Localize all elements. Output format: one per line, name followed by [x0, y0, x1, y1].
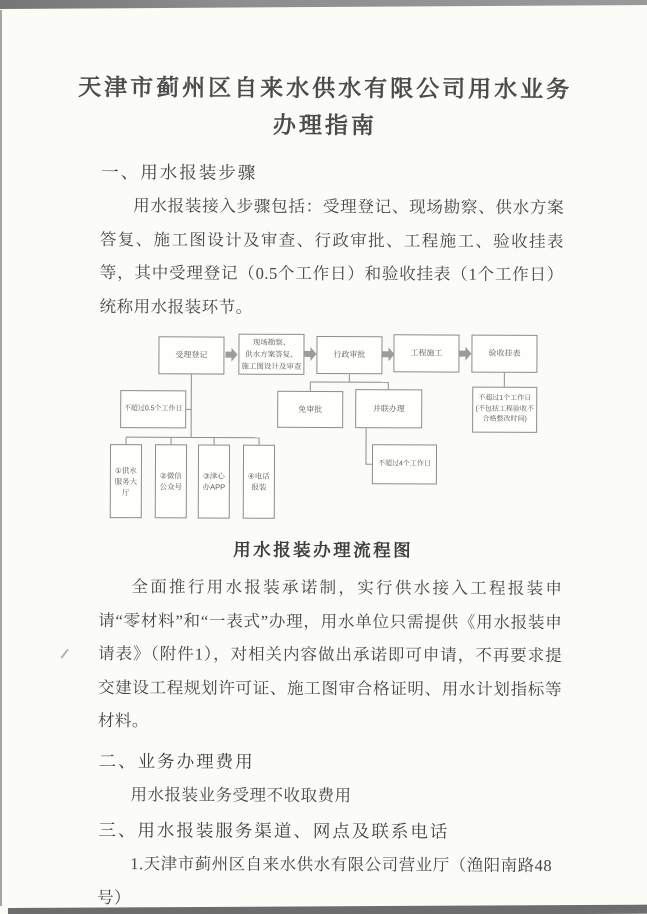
scan-edge-left — [0, 10, 2, 906]
section-1-paragraph: 用水报装接入步骤包括：受理登记、现场勘察、供水方案答复、施工图设计及审查、行政审批、工程施工、验收挂表等，其中受理登记（0.5个工作日）和验收挂表（1个工作日）统称用水报装环节。 — [99, 196, 565, 317]
flow-channel-phone: ④电话报装 — [243, 445, 275, 519]
flow-node-survey-line2: 供水方案答复、 — [245, 349, 298, 359]
document-title-line2: 办理指南 — [272, 112, 378, 139]
section-2-paragraph: 用水报装业务受理不收取费用 — [130, 784, 352, 805]
flow-node-parallel: 并联办理 — [355, 389, 422, 428]
document-title-line1: 天津市蓟州区自来水供水有限公司用水业务 — [78, 74, 573, 103]
flow-node-approval: 行政审批 — [316, 336, 382, 374]
flowchart — [0, 325, 647, 533]
flow-note-meter-duration-line1: 不超过1个工作日 — [478, 394, 532, 403]
section-3-heading: 三、用水报装服务渠道、网点及联系电话 — [98, 820, 450, 842]
flow-node-no-approval: 免审批 — [277, 391, 343, 428]
section-3-item: 1.天津市蓟州区自来水供水有限公司营业厅（渔阳南路48号） — [97, 854, 553, 907]
section-1-heading: 一、用水报装步骤 — [101, 162, 258, 183]
flow-channel-service-hall: ①供水服务大厅 — [110, 444, 142, 518]
document-title — [1, 0, 647, 145]
flow-arrow-icon — [304, 347, 316, 361]
promise-paragraph: 全面推行用水报装承诺制，实行供水接入工程报装申请“零材料”和“一表式”办理，用水单位只需提供《用水报装申请表》（附件1），对相关内容做出承诺即可申请，不再要求提交建设工程规划许可证、施工图审合格证明、用水计划指标等材料。 — [97, 577, 563, 731]
flow-node-meter: 验收挂表 — [471, 335, 537, 373]
flow-channel-wechat: ②微信公众号 — [155, 444, 187, 518]
flow-note-meter-duration-line2: (不包括工程验收不 — [475, 405, 534, 413]
flow-node-construction: 工程施工 — [393, 334, 459, 372]
flow-arrow-icon — [459, 347, 471, 361]
flow-node-survey — [238, 334, 304, 375]
flow-node-accept: 受理登记 — [158, 336, 224, 374]
flow-note-parallel-duration: 不超过4个工作日 — [372, 444, 437, 484]
flow-arrow-icon — [225, 348, 237, 362]
flow-node-survey-line1: 现场勘察、 — [252, 337, 291, 347]
flow-node-survey-line3: 施工图设计及审查 — [241, 361, 302, 371]
flowchart-caption: 用水报装办理流程图 — [233, 539, 414, 561]
section-2-heading: 二、业务办理费用 — [98, 750, 255, 772]
flow-channel-jinxinban-app: ③津心办APP — [198, 444, 230, 518]
flow-note-accept-duration: 不超过0.5个工作日 — [120, 390, 186, 428]
flow-note-meter-duration-line3: 合格整改时间) — [482, 415, 527, 424]
flow-note-meter-duration — [472, 387, 537, 433]
